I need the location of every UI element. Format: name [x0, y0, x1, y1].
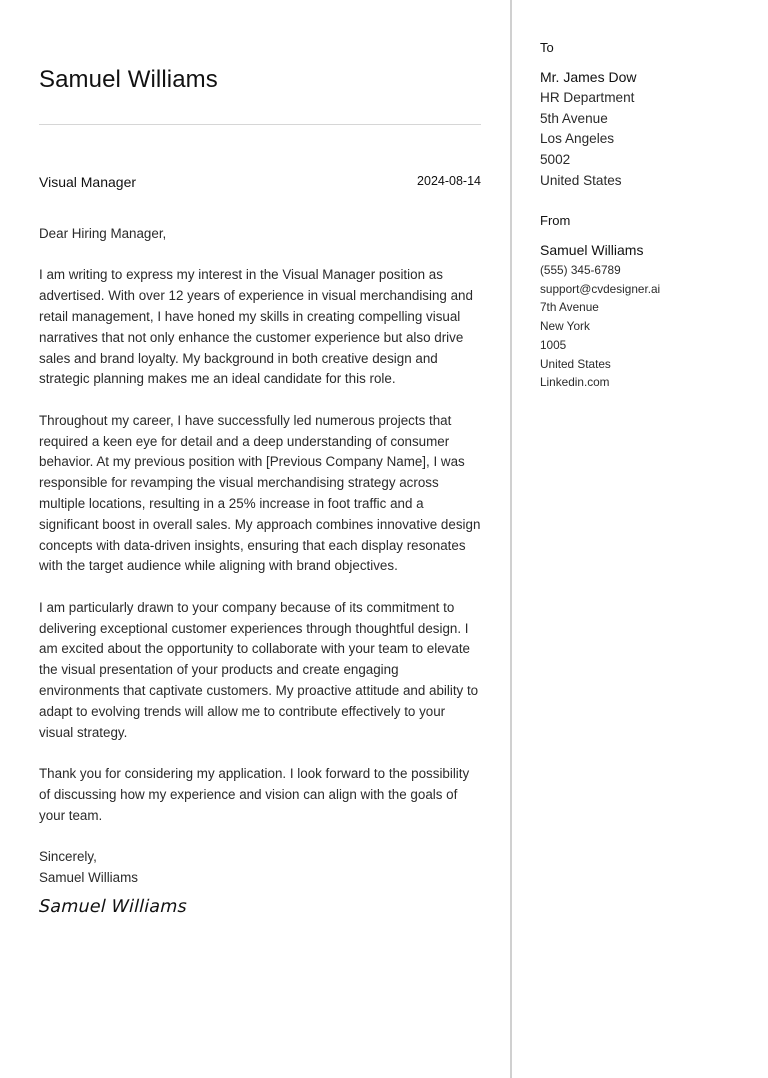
applicant-name-heading: Samuel Williams — [39, 66, 218, 93]
recipient-name: Mr. James Dow — [540, 69, 637, 85]
body-paragraph-2: Throughout my career, I have successfully led numerous projects that required a keen eye for detail and a deep understanding of consumer behavior. At my previous position with [Previous Company Name], I was responsible for revamping the visual merchandising strategy across multiple locations, resulting in a 25% increase in foot traffic and a significant boost in overall sales. My approach combines innovative design concepts with data-driven insights, ensuring that each display resonates with the target audience while aligning with brand objectives. — [39, 412, 481, 574]
job-title: Visual Manager — [39, 174, 137, 190]
body-paragraph-4: Thank you for considering my application. I look forward to the possibility of discussing how my experience and vision can align with the goals of your team. — [39, 765, 470, 823]
closing-name: Samuel Williams — [39, 869, 138, 885]
body-paragraph-3: I am particularly drawn to your company because of its commitment to delivering exceptional customer experiences through thoughtful design. I am excited about the opportunity to collaborate with your team to elevate the visual presentation of your products and create engaging environments that captivate customers. My proactive attitude and ability to adapt to evolving trends will allow me to contribute effectively to your visual strategy. — [39, 599, 479, 740]
recipient-street: 5th Avenue — [540, 110, 608, 126]
closing-phrase: Sincerely, — [39, 848, 97, 864]
salutation: Dear Hiring Manager, — [39, 226, 167, 241]
signature: Samuel Williams — [38, 897, 188, 918]
sender-linkedin: Linkedin.com — [540, 375, 610, 390]
recipient-city: Los Angeles — [540, 131, 615, 147]
sender-city: New York — [540, 319, 590, 334]
sender-phone: (555) 345-6789 — [540, 263, 621, 277]
sender-street: 7th Avenue — [540, 300, 599, 315]
header-divider — [39, 124, 481, 125]
sender-block — [540, 240, 750, 392]
column-divider — [510, 0, 512, 1078]
recipient-department: HR Department — [540, 89, 635, 105]
sender-zip: 1005 — [540, 337, 567, 352]
letter-body — [39, 224, 481, 918]
role-date-row — [39, 174, 481, 192]
sender-name: Samuel Williams — [540, 242, 644, 258]
letter-date: 2024-08-14 — [417, 174, 481, 188]
body-paragraph-1: I am writing to express my interest in the Visual Manager position as advertised. With over 12 years of experience in visual merchandising and retail management, I have honed my skills in creating compelling visual narratives that not only enhance the customer experience but also drive sales and brand loyalty. My background in both creative design and strategic planning makes me an ideal candidate for this role. — [39, 267, 473, 387]
recipient-country: United States — [540, 172, 622, 188]
recipient-zip: 5002 — [540, 152, 571, 168]
sender-heading: From — [540, 213, 571, 228]
sender-country: United States — [540, 356, 611, 371]
recipient-heading: To — [540, 40, 554, 55]
sender-email: support@cvdesigner.ai — [540, 281, 661, 296]
recipient-block — [540, 67, 750, 192]
